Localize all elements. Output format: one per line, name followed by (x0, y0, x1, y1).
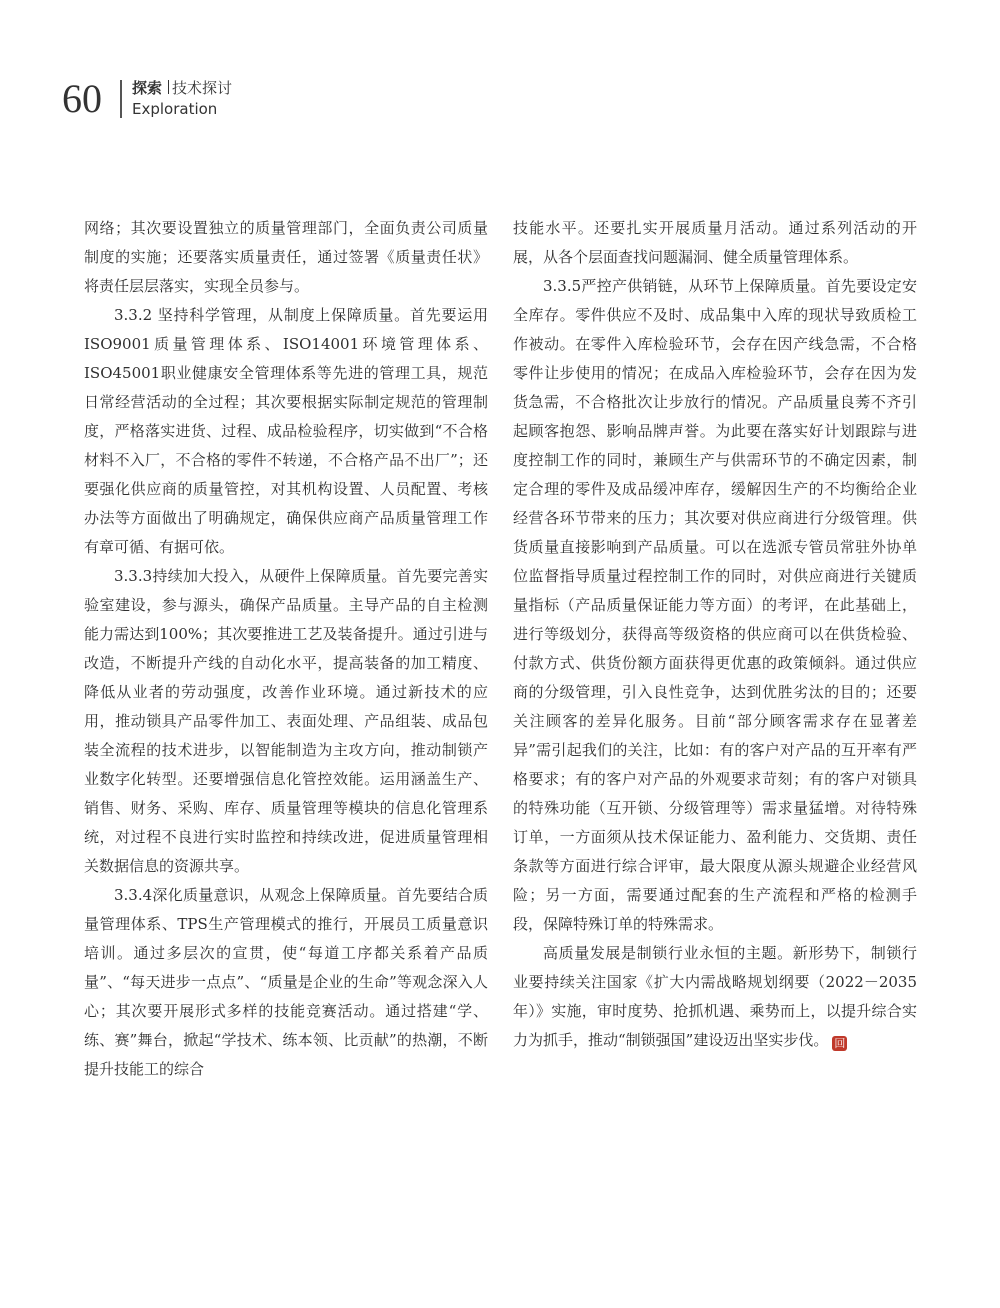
paragraph: 3.3.2 坚持科学管理，从制度上保障质量。首先要运用ISO9001质量管理体系、ISO14001环境管理体系、ISO45001职业健康安全管理体系等先进的管理工具，规范日常经营活动的全过程；其次要根据实际制定规范的管理制度，严格落实进货、过程、成品检验程序，切实做到“不合格材料不入厂，不合格的零件不转递，不合格产品不出厂”；还要强化供应商的质量管控，对其机构设置、人员配置、考核办法等方面做出了明确规定，确保供应商产品质量管理工作有章可循、有据可依。 (84, 306, 488, 556)
page-number: 60 (62, 76, 102, 121)
right-column (513, 214, 917, 1055)
paragraph: 网络；其次要设置独立的质量管理部门，全面负责公司质量制度的实施；还要落实质量责任，通过签署《质量责任状》将责任层层落实，实现全员参与。 (84, 219, 488, 295)
paragraph: 3.3.3持续加大投入，从硬件上保障质量。首先要完善实验室建设，参与源头，确保产品质量。主导产品的自主检测能力需达到100%；其次要推进工艺及装备提升。通过引进与改造，不断提升产线的自动化水平，提高装备的加工精度、降低从业者的劳动强度，改善作业环境。通过新技术的应用，推动锁具产品零件加工、表面处理、产品组装、成品包装全流程的技术进步，以智能制造为主攻方向，推动制锁产业数字化转型。还要增强信息化管控效能。运用涵盖生产、销售、财务、采购、库存、质量管理等模块的信息化管理系统，对过程不良进行实时监控和持续改进，促进质量管理相关数据信息的资源共享。 (84, 567, 488, 875)
subsection-title-zh: 技术探讨 (172, 79, 233, 97)
section-separator (168, 80, 169, 94)
paragraph: 3.3.4深化质量意识，从观念上保障质量。首先要结合质量管理体系、TPS生产管理模式的推行，开展员工质量意识培训。通过多层次的宣贯，使“每道工序都关系着产品质量”、“每天进步一点点”、“质量是企业的生命”等观念深入人心；其次要开展形式多样的技能竞赛活动。通过搭建“学、练、赛”舞台，掀起“学技术、练本领、比贡献”的热潮，不断提升技能工的综合 (84, 886, 488, 1078)
section-title-en: Exploration (132, 100, 218, 118)
article-end-icon: 回 (834, 1037, 846, 1050)
paragraph: 3.3.5严控产供销链，从环节上保障质量。首先要设定安全库存。零件供应不及时、成品集中入库的现状导致质检工作被动。在零件入库检验环节，会存在因产线急需，不合格零件让步使用的情况；在成品入库检验环节，会存在因为发货急需，不合格批次让步放行的情况。产品质量良莠不齐引起顾客抱怨、影响品牌声誉。为此要在落实好计划跟踪与进度控制工作的同时，兼顾生产与供需环节的不确定因素，制定合理的零件及成品缓冲库存，缓解因生产的不均衡给企业经营各环节带来的压力；其次要对供应商进行分级管理。供货质量直接影响到产品质量。可以在选派专管员常驻外协单位监督指导质量过程控制工作的同时，对供应商进行关键质量指标（产品质量保证能力等方面）的考评，在此基础上，进行等级划分，获得高等级资格的供应商可以在供货检验、付款方式、供货份额方面获得更优惠的政策倾斜。通过供应商的分级管理，引入良性竞争，达到优胜劣汰的目的；还要关注顾客的差异化服务。目前“部分顾客需求存在显著差异”需引起我们的关注，比如：有的客户对产品的互开率有严格要求；有的客户对产品的外观要求苛刻；有的客户对锁具的特殊功能（互开锁、分级管理等）需求量猛增。对待特殊订单，一方面须从技术保证能力、盈利能力、交货期、责任条款等方面进行综合评审，最大限度从源头规避企业经营风险；另一方面，需要通过配套的生产流程和严格的检测手段，保障特殊订单的特殊需求。 (513, 277, 917, 933)
section-title (132, 78, 232, 98)
paragraph-final-text: 高质量发展是制锁行业永恒的主题。新形势下，制锁行业要持续关注国家《扩大内需战略规划纲要（2022－2035年）》实施，审时度势、抢抓机遇、乘势而上，以提升综合实力为抓手，推动“制锁强国”建设迈出坚实步伐。 (513, 944, 917, 1049)
left-column (84, 214, 488, 1084)
paragraph-final (513, 939, 917, 1055)
header-divider (120, 80, 122, 118)
section-title-zh: 探索 (132, 79, 163, 97)
paragraph: 技能水平。还要扎实开展质量月活动。通过系列活动的开展，从各个层面查找问题漏洞、健全质量管理体系。 (513, 219, 917, 266)
